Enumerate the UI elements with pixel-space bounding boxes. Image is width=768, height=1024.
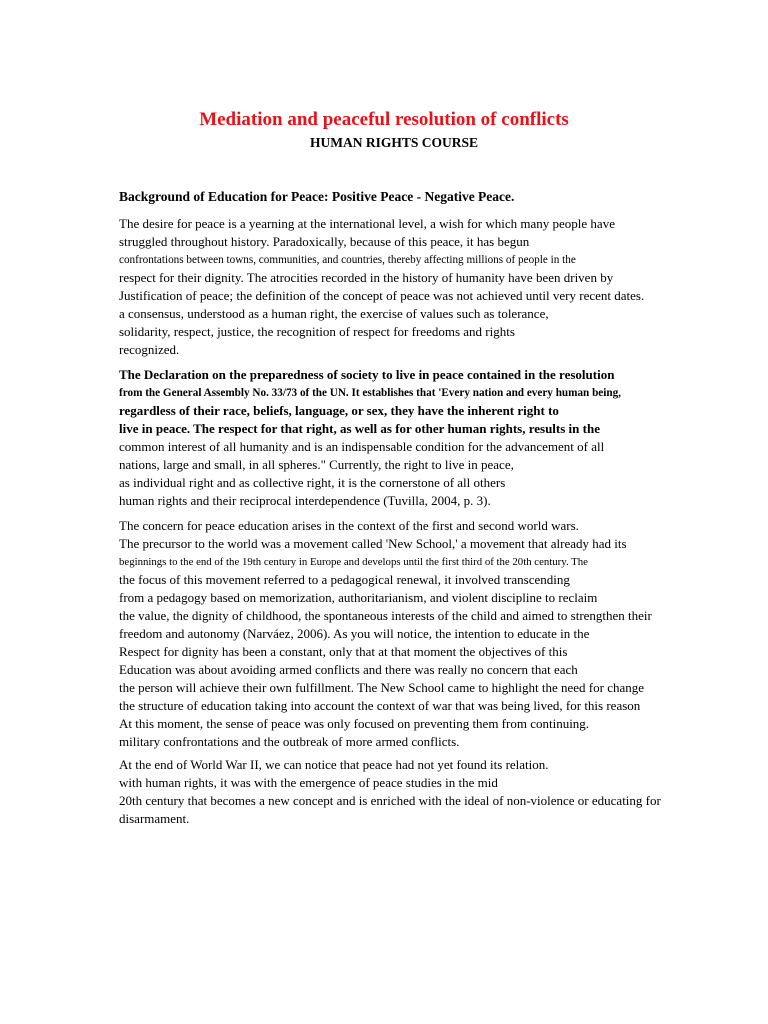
paragraph-line: human rights and their reciprocal interdependence (Tuvilla, 2004, p. 3). (119, 493, 491, 508)
paragraph-line: struggled throughout history. Paradoxically, because of this peace, it has begun (119, 234, 530, 249)
paragraph-line: The Declaration on the preparedness of society to live in peace contained in the resolution (119, 367, 615, 382)
section-heading: Background of Education for Peace: Positive Peace - Negative Peace. (119, 189, 515, 204)
paragraph-line: solidarity, respect, justice, the recognition of respect for freedoms and rights (119, 324, 515, 339)
paragraph-line: 20th century that becomes a new concept and is enriched with the ideal of non-violence or educating for (119, 793, 661, 808)
paragraph-line: the structure of education taking into account the context of war that was being lived, for this reason (119, 698, 641, 713)
paragraph-1 (119, 215, 739, 359)
paragraph-line: Justification of peace; the definition of the concept of peace was not achieved until very recent dates. (119, 288, 645, 303)
paragraph-line: freedom and autonomy (Narváez, 2006). As you will notice, the intention to educate in the (119, 626, 590, 641)
paragraph-line: The concern for peace education arises in the context of the first and second world wars. (119, 518, 579, 533)
paragraph-4 (119, 756, 739, 828)
paragraph-line: respect for their dignity. The atrocities recorded in the history of humanity have been driven by (119, 270, 614, 285)
paragraph-line: At the end of World War II, we can notice that peace had not yet found its relation. (119, 757, 549, 772)
paragraph-line: The desire for peace is a yearning at the international level, a wish for which many people have (119, 216, 615, 231)
paragraph-line: recognized. (119, 342, 180, 357)
paragraph-line: confrontations between towns, communities, and countries, thereby affecting millions of people in the (119, 254, 576, 266)
paragraph-line: from the General Assembly No. 33/73 of the UN. It establishes that 'Every nation and every human being, (119, 387, 621, 399)
paragraph-line: nations, large and small, in all spheres." Currently, the right to live in peace, (119, 457, 514, 472)
paragraph-3 (119, 517, 739, 751)
paragraph-line: military confrontations and the outbreak of more armed conflicts. (119, 734, 460, 749)
paragraph-line: The precursor to the world was a movement called 'New School,' a movement that already had its (119, 536, 627, 551)
paragraph-line: as individual right and as collective right, it is the cornerstone of all others (119, 475, 506, 490)
paragraph-line: Respect for dignity has been a constant, only that at that moment the objectives of this (119, 644, 568, 659)
paragraph-line: regardless of their race, beliefs, language, or sex, they have the inherent right to (119, 403, 559, 418)
document-title: Mediation and peaceful resolution of conflicts (199, 109, 569, 130)
paragraph-line: from a pedagogy based on memorization, authoritarianism, and violent discipline to reclaim (119, 590, 598, 605)
paragraph-line: the person will achieve their own fulfillment. The New School came to highlight the need for change (119, 680, 645, 695)
paragraph-line: Education was about avoiding armed conflicts and there was really no concern that each (119, 662, 578, 677)
paragraph-line: the focus of this movement referred to a pedagogical renewal, it involved transcending (119, 572, 570, 587)
paragraph-2 (119, 366, 739, 510)
paragraph-line: with human rights, it was with the emergence of peace studies in the mid (119, 775, 498, 790)
paragraph-line: the value, the dignity of childhood, the spontaneous interests of the child and aimed to strengthen their (119, 608, 652, 623)
paragraph-line: disarmament. (119, 811, 190, 826)
paragraph-line: a consensus, understood as a human right, the exercise of values such as tolerance, (119, 306, 549, 321)
paragraph-line: live in peace. The respect for that right, as well as for other human rights, results in the (119, 421, 600, 436)
paragraph-line: At this moment, the sense of peace was only focused on preventing them from continuing. (119, 716, 590, 731)
paragraph-line: beginnings to the end of the 19th century in Europe and develops until the first third of the 20th century. The (119, 556, 588, 568)
document-subtitle: HUMAN RIGHTS COURSE (309, 135, 479, 150)
paragraph-line: common interest of all humanity and is an indispensable condition for the advancement of all (119, 439, 605, 454)
